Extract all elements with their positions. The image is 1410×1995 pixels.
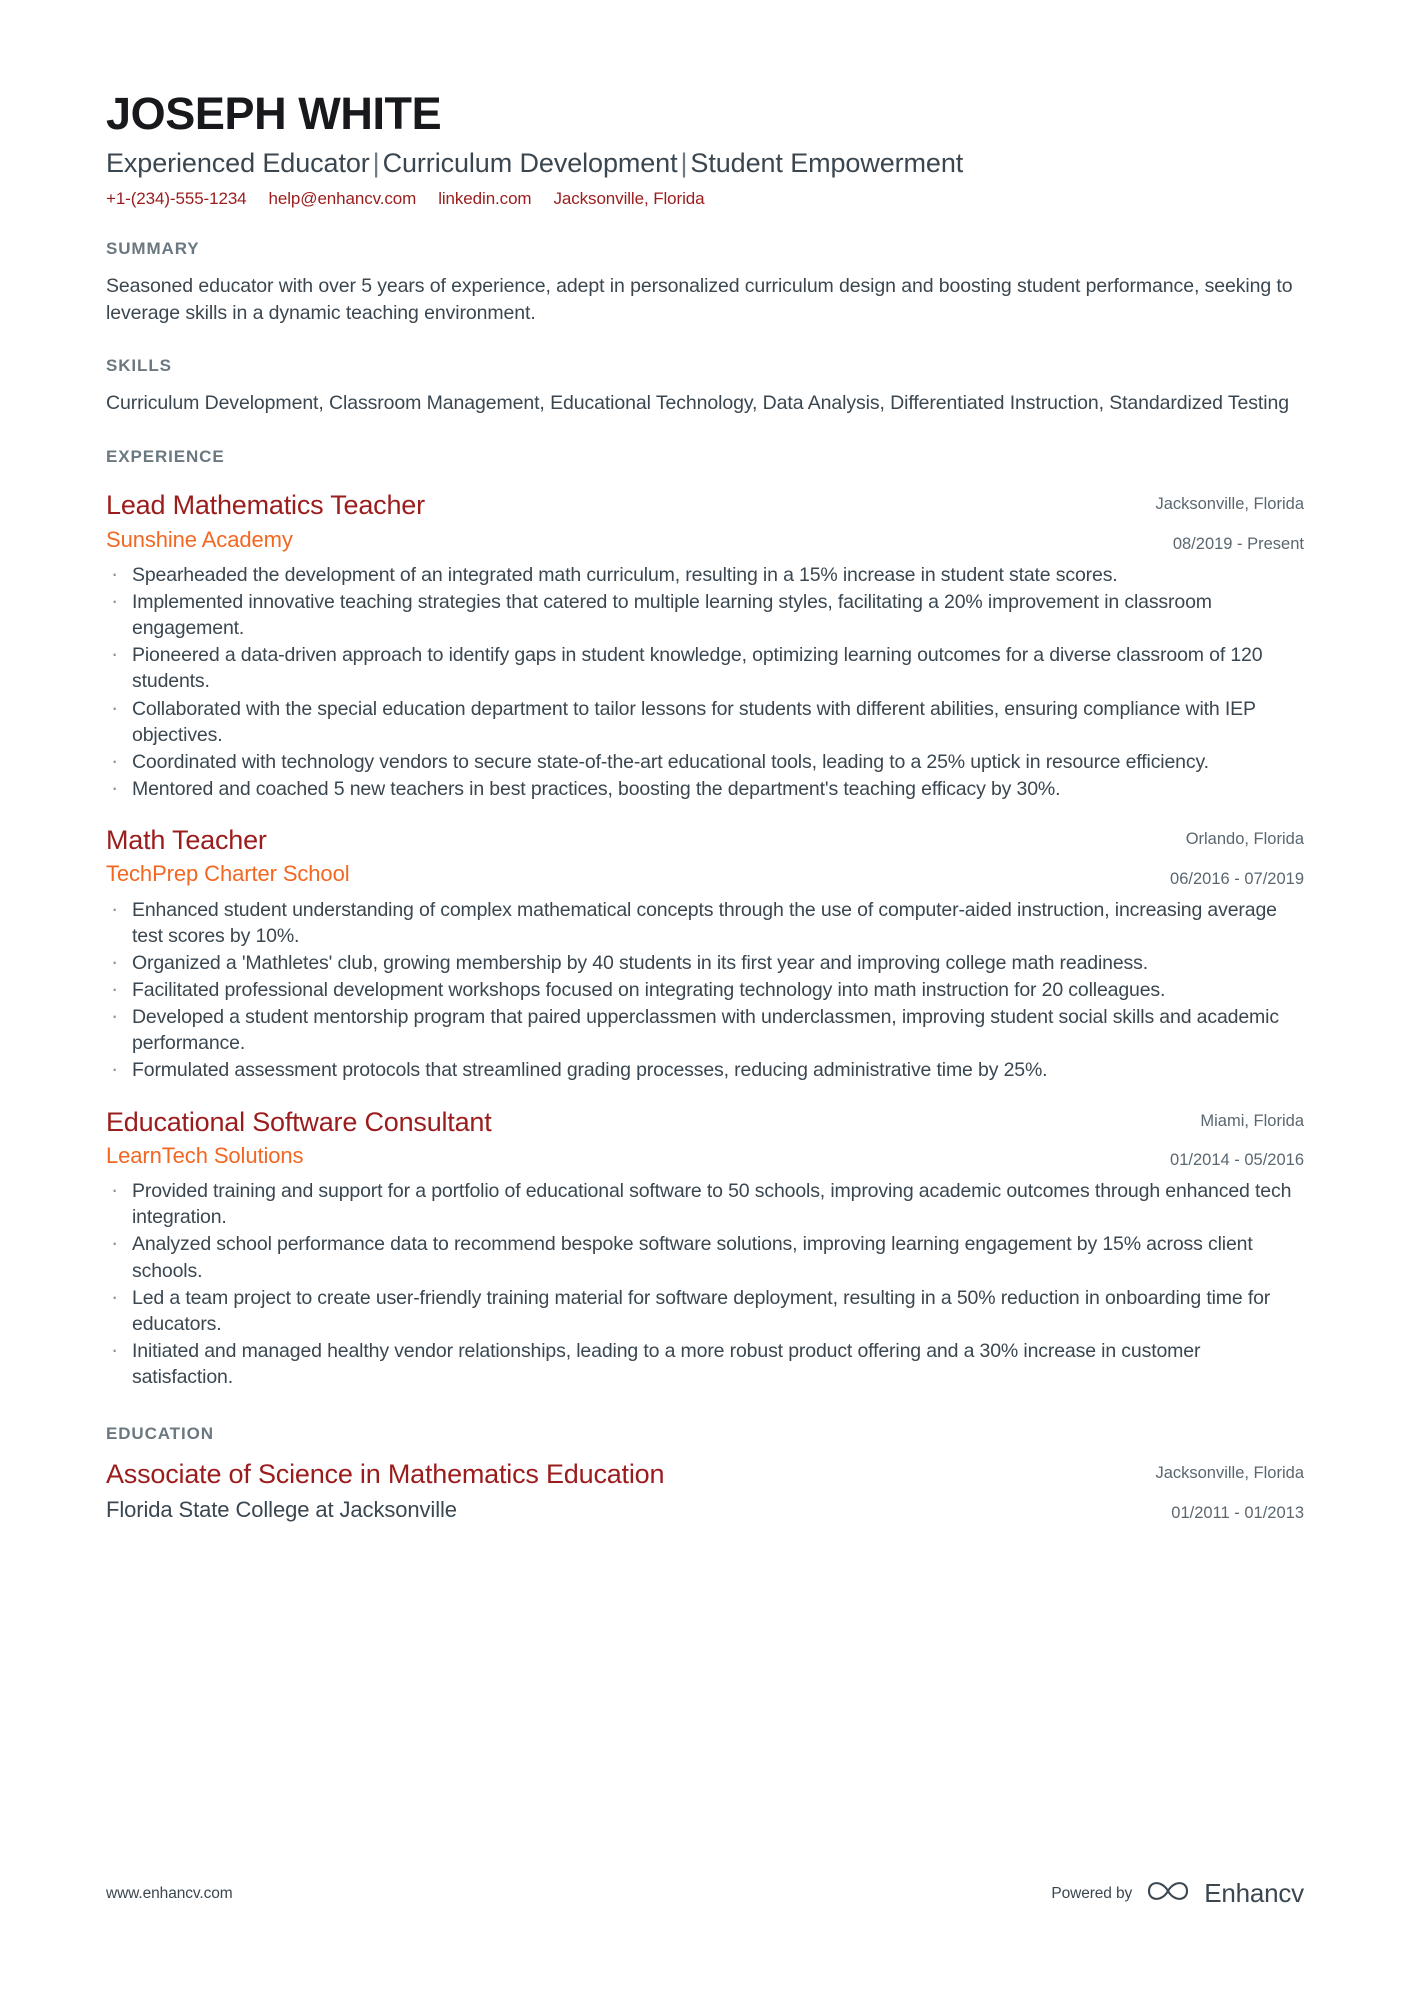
candidate-name: JOSEPH WHITE	[106, 88, 442, 139]
job-bullet: · Provided training and support for a portfolio of educational software to 50 schools, improving academic outcomes through enhanced tech integration.	[106, 1178, 1304, 1230]
powered-by-label: Powered by	[1051, 1884, 1133, 1902]
job-bullet-list	[106, 562, 1304, 802]
job-dates: 08/2019 - Present	[1172, 535, 1304, 554]
job-title: Educational Software Consultant	[106, 1106, 492, 1137]
job-title: Math Teacher	[106, 825, 267, 856]
job-bullet: · Facilitated professional development workshops focused on integrating technology into math instruction for 20 colleagues.	[106, 977, 1304, 1003]
footer-branding	[1051, 1876, 1304, 1911]
summary-section-title: SUMMARY	[106, 238, 200, 258]
education-entry-meta	[1135, 1458, 1304, 1524]
summary-section	[106, 239, 1304, 327]
headline-separator-1: |	[372, 148, 380, 179]
job-bullet: · Analyzed school performance data to recommend bespoke software solutions, improving learning engagement by 15% across client schools.	[106, 1231, 1304, 1283]
experience-section	[106, 447, 1304, 1390]
job-bullet: · Led a team project to create user-friendly training material for software deployment, resulting in a 50% reduction in onboarding time for educators.	[106, 1285, 1304, 1337]
job-location: Orlando, Florida	[1185, 830, 1304, 849]
resume-header	[106, 0, 1304, 209]
education-entry-left	[106, 1458, 1135, 1523]
job-bullet: · Organized a 'Mathletes' club, growing membership by 40 students in its first year and improving college math readiness.	[106, 950, 1304, 976]
experience-entry	[106, 824, 1304, 1083]
job-bullet: · Collaborated with the special education department to tailor lessons for students with different abilities, ensuring compliance with IEP objectives.	[106, 696, 1304, 748]
job-bullet-list	[106, 1178, 1304, 1390]
skills-text: Curriculum Development, Classroom Management, Educational Technology, Data Analysis, Differentiated Instruction, Standardized Testing	[106, 392, 1289, 415]
contact-phone[interactable]: +1-(234)-555-1234	[106, 188, 247, 208]
experience-entry-header	[106, 1106, 1304, 1172]
experience-entry-left	[106, 489, 1135, 553]
education-section	[106, 1424, 1304, 1524]
job-bullet: · Initiated and managed healthy vendor relationships, leading to a more robust product offering and a 30% increase in customer satisfaction.	[106, 1338, 1304, 1390]
footer-website-url[interactable]: www.enhancv.com	[106, 1884, 233, 1902]
page-footer	[106, 1876, 1304, 1911]
job-bullet: · Developed a student mentorship program that paired upperclassmen with underclassmen, improving student social skills and academic performance.	[106, 1004, 1304, 1056]
skills-section-title: SKILLS	[106, 356, 172, 376]
summary-text: Seasoned educator with over 5 years of experience, adept in personalized curriculum design and boosting student performance, seeking to leverage skills in a dynamic teaching environment.	[106, 274, 1293, 324]
enhancv-logo-icon	[1146, 1876, 1190, 1911]
school-name: Florida State College at Jacksonville	[106, 1496, 457, 1522]
job-bullet: · Formulated assessment protocols that streamlined grading processes, reducing administrative time by 25%.	[106, 1057, 1304, 1083]
education-entry	[106, 1458, 1304, 1524]
headline-separator-2: |	[680, 148, 688, 179]
job-title: Lead Mathematics Teacher	[106, 490, 425, 521]
experience-entry	[106, 489, 1304, 802]
school-dates: 01/2011 - 01/2013	[1171, 1503, 1304, 1522]
experience-entry	[106, 1106, 1304, 1391]
experience-entry-header	[106, 489, 1304, 555]
job-bullet: · Spearheaded the development of an integrated math curriculum, resulting in a 15% increase in student state scores.	[106, 562, 1304, 588]
experience-entry-left	[106, 824, 1150, 888]
job-bullet: · Implemented innovative teaching strategies that catered to multiple learning styles, facilitating a 20% improvement in classroom engagement.	[106, 589, 1304, 641]
degree-title: Associate of Science in Mathematics Education	[106, 1459, 665, 1490]
experience-entry-meta	[1150, 824, 1304, 890]
job-dates: 06/2016 - 07/2019	[1170, 869, 1304, 888]
experience-entry-meta	[1150, 1106, 1304, 1172]
education-entry-header	[106, 1458, 1304, 1524]
headline-part-2: Curriculum Development	[382, 148, 678, 179]
job-location: Jacksonville, Florida	[1155, 495, 1304, 514]
experience-entry-meta	[1135, 489, 1304, 555]
company-name: LearnTech Solutions	[106, 1142, 304, 1168]
job-dates: 01/2014 - 05/2016	[1170, 1151, 1304, 1170]
contact-email[interactable]: help@enhancv.com	[268, 188, 417, 208]
job-bullet: · Mentored and coached 5 new teachers in best practices, boosting the department's teaching efficacy by 30%.	[106, 776, 1304, 802]
company-name: Sunshine Academy	[106, 526, 293, 552]
job-location: Miami, Florida	[1200, 1111, 1304, 1130]
school-location: Jacksonville, Florida	[1155, 1464, 1304, 1483]
job-bullet-list	[106, 897, 1304, 1084]
education-section-title: EDUCATION	[106, 1424, 214, 1444]
experience-entry-left	[106, 1106, 1150, 1170]
contact-location: Jacksonville, Florida	[553, 188, 705, 208]
professional-headline	[106, 147, 1304, 179]
job-bullet: · Pioneered a data-driven approach to identify gaps in student knowledge, optimizing learning outcomes for a diverse classroom of 120 students.	[106, 642, 1304, 694]
brand-name: Enhancv	[1204, 1878, 1304, 1908]
job-bullet: · Enhanced student understanding of complex mathematical concepts through the use of computer-aided instruction, increasing average test scores by 10%.	[106, 897, 1304, 949]
job-bullet: · Coordinated with technology vendors to secure state-of-the-art educational tools, leading to a 25% uptick in resource efficiency.	[106, 749, 1304, 775]
contact-linkedin[interactable]: linkedin.com	[438, 188, 532, 208]
headline-part-3: Student Empowerment	[690, 148, 964, 179]
headline-part-1: Experienced Educator	[106, 148, 370, 179]
contact-info-row	[106, 189, 1304, 209]
company-name: TechPrep Charter School	[106, 861, 350, 887]
experience-section-title: EXPERIENCE	[106, 447, 225, 467]
experience-entry-header	[106, 824, 1304, 890]
skills-section	[106, 356, 1304, 417]
